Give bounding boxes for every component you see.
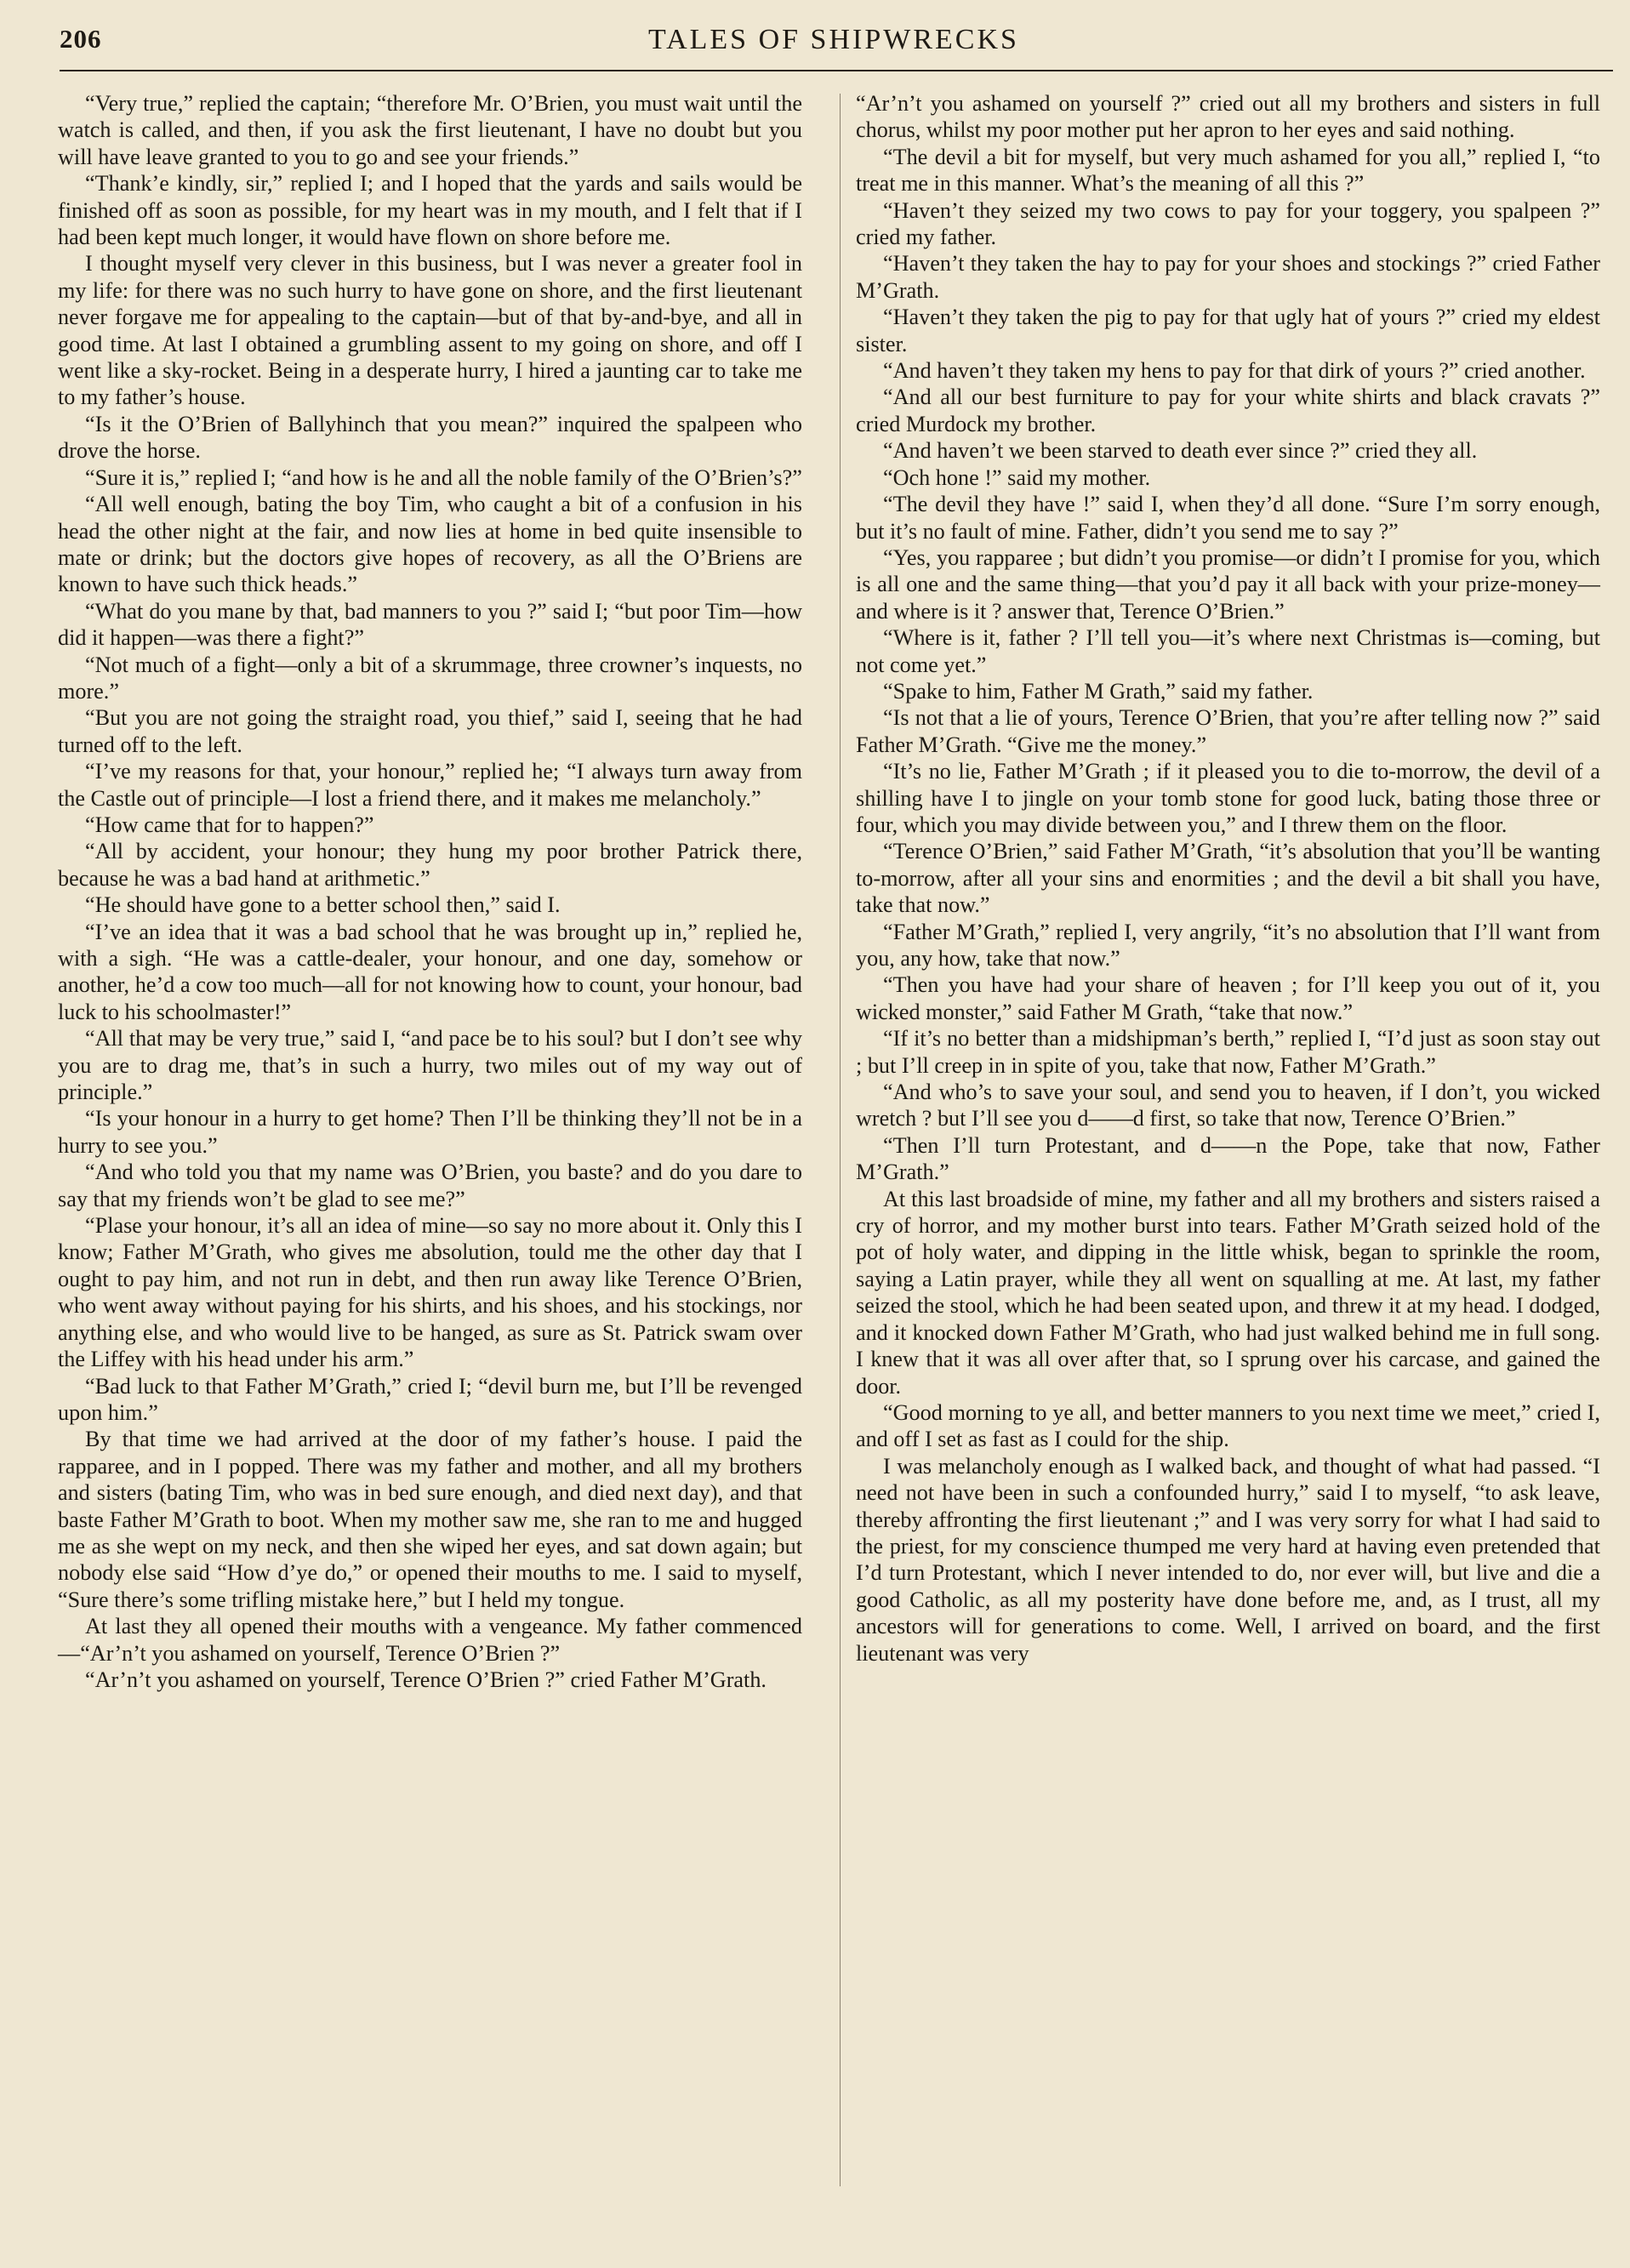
paragraph: “Terence O’Brien,” said Father M’Grath, “it’s absolution that you’ll be wanting to-morrow, after all your sins and enormities ; and the devil a bit shall you have, take that now.” xyxy=(856,839,1600,918)
paragraph: “Plase your honour, it’s all an idea of mine—so say no more about it. Only this I know; Father M’Grath, who gives me absolution, tould me the other day that I ought to pay him, and not run in debt, and then run away like Terence O’Brien, who went away without paying for his shirts, and his shoes, and his stockings, nor anything else, and who would live to be hanged, as sure as St. Patrick swam over the Liffey with his head under his arm.” xyxy=(58,1213,802,1372)
paragraph: “Father M’Grath,” replied I, very angrily, “it’s no absolution that I’ll want from you, any how, take that now.” xyxy=(856,919,1600,971)
paragraph: “Spake to him, Father M Grath,” said my father. xyxy=(883,678,1314,704)
paragraph: “Bad luck to that Father M’Grath,” cried I; “devil burn me, but I’ll be revenged upon him.” xyxy=(58,1373,802,1425)
paragraph: “He should have gone to a better school then,” said I. xyxy=(85,892,561,918)
running-title: TALES OF SHIPWRECKS xyxy=(648,24,1019,55)
paragraph: “And haven’t we been starved to death ever since ?” cried they all. xyxy=(883,438,1478,464)
paragraph: “If it’s no better than a midshipman’s berth,” replied I, “I’d just as soon stay out ; but I’ll creep in in spite of you, take that now, Father M’Grath.” xyxy=(856,1026,1600,1078)
paragraph: “Good morning to ye all, and better manners to you next time we meet,” cried I, and off I set as fast as I could for the ship. xyxy=(856,1399,1600,1452)
paragraph: By that time we had arrived at the door of my father’s house. I paid the rapparee, and in I popped. There was my father and mother, and all my brothers and sisters (bating Tim, who was in bed sure enough, and died next day), and that baste Father M’Grath to boot. When my mother saw me, she ran to me and hugged me as she wept on my neck, and then she wiped her eyes, and sat down again; but nobody else said “How d’ye do,” or opened their mouths to me. I said to myself, “Sure there’s some trifling mistake here,” but I held my tongue. xyxy=(58,1427,802,1612)
running-head xyxy=(60,24,1608,66)
paragraph: “Sure it is,” replied I; “and how is he and all the noble family of the O’Brien’s?” xyxy=(85,464,802,490)
paragraph: I thought myself very clever in this business, but I was never a greater fool in my life: for there was no such hurry to have gone on shore, and the first lieutenant never forgave me for appealing to the captain—but of that by-and-bye, and all in good time. At last I obtained a grumbling assent to my going on shore, and off I went like a sky-rocket. Being in a desperate hurry, I hired a jaunting car to take me to my father’s house. xyxy=(58,251,802,410)
page-number: 206 xyxy=(60,24,102,54)
paragraph: “All by accident, your honour; they hung my poor brother Patrick there, because he was a bad hand at arithmetic.” xyxy=(58,839,802,891)
paragraph: “Thank’e kindly, sir,” replied I; and I hoped that the yards and sails would be finished off as soon as possible, for my heart was in my mouth, and I felt that if I had been kept much longer, it would have flown on shore before me. xyxy=(58,171,802,250)
paragraph: “Haven’t they seized my two cows to pay for your toggery, you spalpeen ?” cried my father. xyxy=(856,197,1600,250)
paragraph: “And who’s to save your soul, and send you to heaven, if I don’t, you wicked wretch ? but I’ll see you d——d first, so take that now, Terence O’Brien.” xyxy=(856,1080,1600,1131)
paragraph: “Is not that a lie of yours, Terence O’Brien, that you’re after telling now ?” said Father M’Grath. “Give me the money.” xyxy=(856,705,1600,757)
paragraph: “Och hone !” said my mother. xyxy=(883,464,1151,490)
header-rule xyxy=(60,70,1613,71)
paragraph: “I’ve an idea that it was a bad school that he was brought up in,” replied he, with a sigh. “He was a cattle-dealer, your honour, and one day, somehow or another, he’d a cow too much—all for not knowing how to count, your honour, bad luck to his schoolmaster!” xyxy=(58,919,802,1024)
paragraph: At this last broadside of mine, my father and all my brothers and sisters raised a cry of horror, and my mother burst into tears. Father M’Grath seized hold of the pot of holy water, and dipping in the little whisk, began to sprinkle the room, saying a Latin prayer, while they all went on squalling at me. At last, my father seized the stool, which he had been seated upon, and threw it at my head. I dodged, and it knocked down Father M’Grath, who had just walked behind me in full song. I knew that it was all over after that, so I sprung over his carcase, and gained the door. xyxy=(856,1186,1600,1399)
paragraph: “Haven’t they taken the pig to pay for that ugly hat of yours ?” cried my eldest sister. xyxy=(856,305,1600,356)
paragraph: “Ar’n’t you ashamed on yourself, Terence O’Brien ?” cried Father M’Grath. xyxy=(85,1667,767,1692)
paragraph: “And who told you that my name was O’Brien, you baste? and do you dare to say that my friends won’t be glad to see me?” xyxy=(58,1160,802,1211)
paragraph: “Not much of a fight—only a bit of a skrummage, three crowner’s inquests, no more.” xyxy=(58,652,802,704)
paragraph: “And all our best furniture to pay for your white shirts and black cravats ?” cried Murdock my brother. xyxy=(856,385,1600,436)
paragraph: “All that may be very true,” said I, “and pace be to his soul? but I don’t see why you are to drag me, that’s in such a hurry, two miles out of my way out of principle.” xyxy=(58,1026,802,1105)
paragraph: “Where is it, father ? I’ll tell you—it’s where next Christmas is—coming, but not come yet.” xyxy=(856,625,1600,677)
paragraph: “Haven’t they taken the hay to pay for your shoes and stockings ?” cried Father M’Grath. xyxy=(856,251,1600,303)
paragraph: “The devil a bit for myself, but very much ashamed for you all,” replied I, “to treat me in this manner. What’s the meaning of all this ?” xyxy=(856,144,1600,197)
paragraph: “The devil they have !” said I, when they’d all done. “Sure I’m sorry enough, but it’s no fault of mine. Father, didn’t you send me to say ?” xyxy=(856,492,1600,544)
paragraph: “All well enough, bating the boy Tim, who caught a bit of a confusion in his head the other night at the fair, and now lies at home in bed quite insensible to mate or drink; but the doctors give hopes of recovery, as all the O’Briens are known to have such thick heads.” xyxy=(58,492,802,597)
paragraph: “But you are not going the straight road, you thief,” said I, seeing that he had turned off to the left. xyxy=(58,705,802,757)
paragraph: “Is it the O’Brien of Ballyhinch that you mean?” inquired the spalpeen who drove the horse. xyxy=(58,411,802,464)
paragraph: “Then you have had your share of heaven ; for I’ll keep you out of it, you wicked monster,” said Father M Grath, “take that now.” xyxy=(856,972,1600,1024)
paragraph: “Very true,” replied the captain; “therefore Mr. O’Brien, you must wait until the watch is called, and then, if you ask the first lieutenant, I have no doubt but you will have leave granted to you to go and see your friends.” xyxy=(58,91,802,169)
paragraph: I was melancholy enough as I walked back, and thought of what had passed. “I need not have been in such a confounded hurry,” said I to myself, “to ask leave, thereby affronting the first lieutenant ;” and I was very sorry for what I had said to the priest, for my conscience thumped me very hard at having even pretended that I’d turn Protestant, which I never intended to do, nor ever will, but live and die a good Catholic, as all my posterity have done before me, and, as I trust, all my ancestors will for generations to come. Well, I arrived on board, and the first lieutenant was very xyxy=(856,1453,1600,1666)
column-divider xyxy=(840,94,841,2186)
paragraph: “Ar’n’t you ashamed on yourself ?” cried out all my brothers and sisters in full chorus, whilst my poor mother put her apron to her eyes and said nothing. xyxy=(856,91,1600,143)
paragraph: “Yes, you rapparee ; but didn’t you promise—or didn’t I promise for you, which is all one and the same thing—that you’d pay it all back with your prize-money—and where is it ? answer that, Terence O’Brien.” xyxy=(856,544,1600,624)
paragraph: “I’ve my reasons for that, your honour,” replied he; “I always turn away from the Castle out of principle—I lost a friend there, and it makes me melancholy.” xyxy=(58,759,802,811)
right-column xyxy=(856,90,1600,1667)
paragraph: At last they all opened their mouths with a vengeance. My father commenced—“Ar’n’t you ashamed on yourself, Terence O’Brien ?” xyxy=(58,1614,802,1666)
paragraph: “How came that for to happen?” xyxy=(85,812,374,837)
left-column xyxy=(58,90,802,1693)
paragraph: “And haven’t they taken my hens to pay for that dirk of yours ?” cried another. xyxy=(883,358,1586,384)
paragraph: “Is your honour in a hurry to get home? Then I’ll be thinking they’ll not be in a hurry to see you.” xyxy=(58,1106,802,1158)
paragraph: “Then I’ll turn Protestant, and d——n the Pope, take that now, Father M’Grath.” xyxy=(856,1132,1600,1185)
paragraph: “What do you mane by that, bad manners to you ?” said I; “but poor Tim—how did it happen—was there a fight?” xyxy=(58,598,802,651)
paragraph: “It’s no lie, Father M’Grath ; if it pleased you to die to-morrow, the devil of a shilling have I to jingle on your tomb stone for good luck, bating those three or four, which you may divide between you,” and I threw them on the floor. xyxy=(856,759,1600,837)
